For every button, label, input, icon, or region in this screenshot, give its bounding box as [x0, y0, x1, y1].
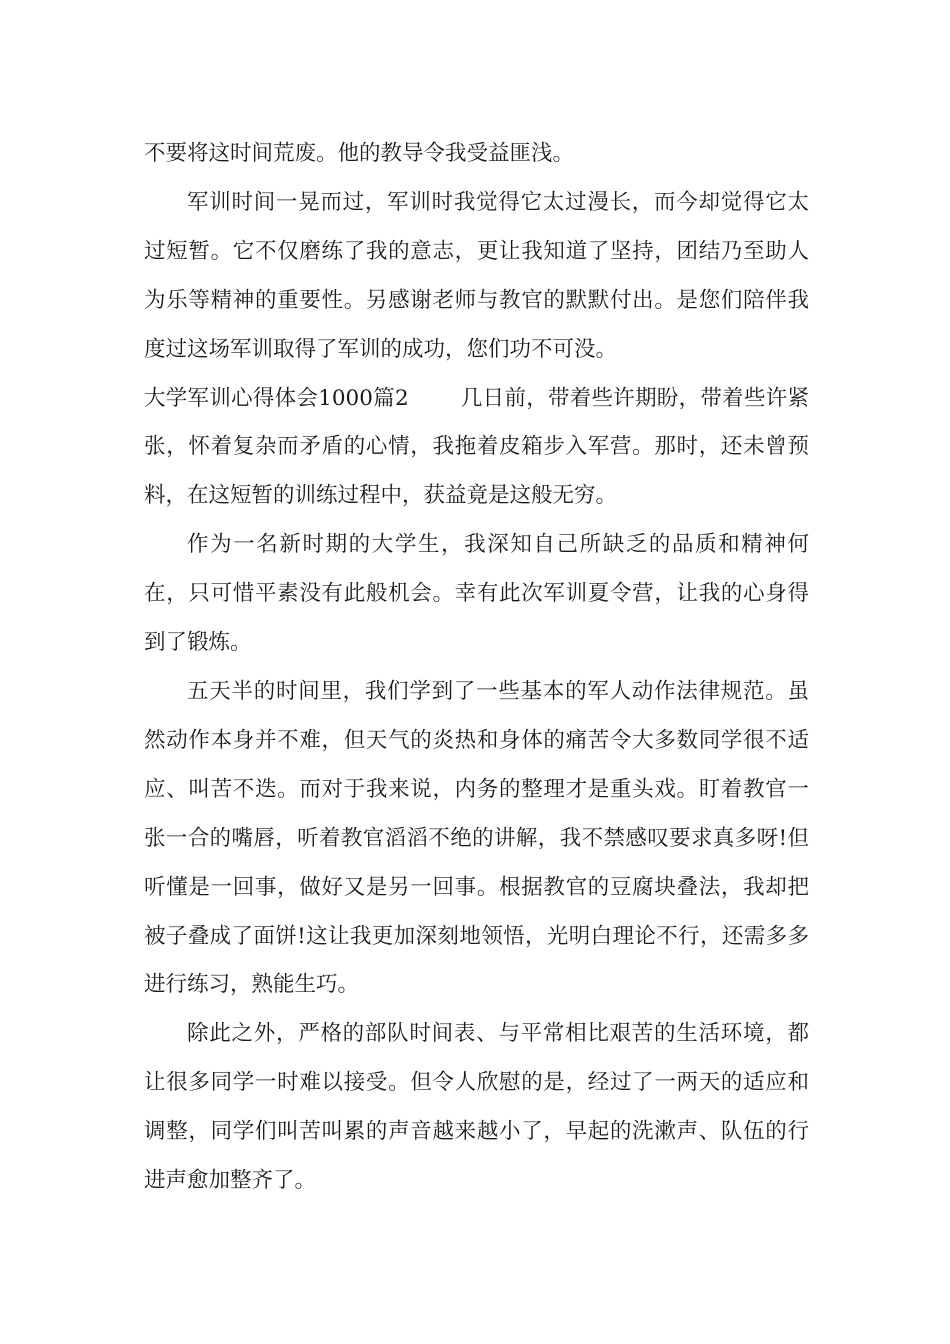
- continuation-paragraph: 不要将这时间荒废。他的教导令我受益匪浅。: [144, 141, 575, 166]
- body-paragraph: 作为一名新时期的大学生，我深知自己所缺乏的品质和精神何在，只可惜平素没有此般机会。幸有此次军训夏令营，让我的心身得到了锻炼。: [144, 532, 809, 656]
- section-first-text: 几日前，带着些许期盼，带着些许紧张，怀着复杂而矛盾的心情，我拖着皮箱步入军营。那时，还未曾预料，在这短暂的训练过程中，获益竟是这般无穷。: [144, 385, 809, 509]
- body-paragraph: 五天半的时间里，我们学到了一些基本的军人动作法律规范。虽然动作本身并不难，但天气的炎热和身体的痛苦令大多数同学很不适应、叫苦不迭。而对于我来说，内务的整理才是重头戏。盯着教官一张一合的嘴唇，听着教官滔滔不绝的讲解，我不禁感叹要求真多呀!但听懂是一回事，做好又是另一回事。根据教官的豆腐块叠法，我却把被子叠成了面饼!这让我更加深刻地领悟，光明白理论不行，还需多多进行练习，熟能生巧。: [144, 678, 809, 998]
- section-heading: 大学军训心得体会1000篇2: [144, 385, 409, 411]
- body-paragraph: 除此之外，严格的部队时间表、与平常相比艰苦的生活环境，都让很多同学一时难以接受。但令人欣慰的是，经过了一两天的适应和调整，同学们叫苦叫累的声音越来越小了，早起的洗漱声、队伍的行进声愈加整齐了。: [144, 1021, 809, 1194]
- body-paragraph: 军训时间一晃而过，军训时我觉得它太过漫长，而今却觉得它太过短暂。它不仅磨练了我的意志，更让我知道了坚持，团结乃至助人为乐等精神的重要性。另感谢老师与教官的默默付出。是您们陪伴我度过这场军训取得了军训的成功，您们功不可没。: [144, 189, 809, 362]
- document-body: [144, 130, 809, 1206]
- section-paragraph: [144, 375, 809, 522]
